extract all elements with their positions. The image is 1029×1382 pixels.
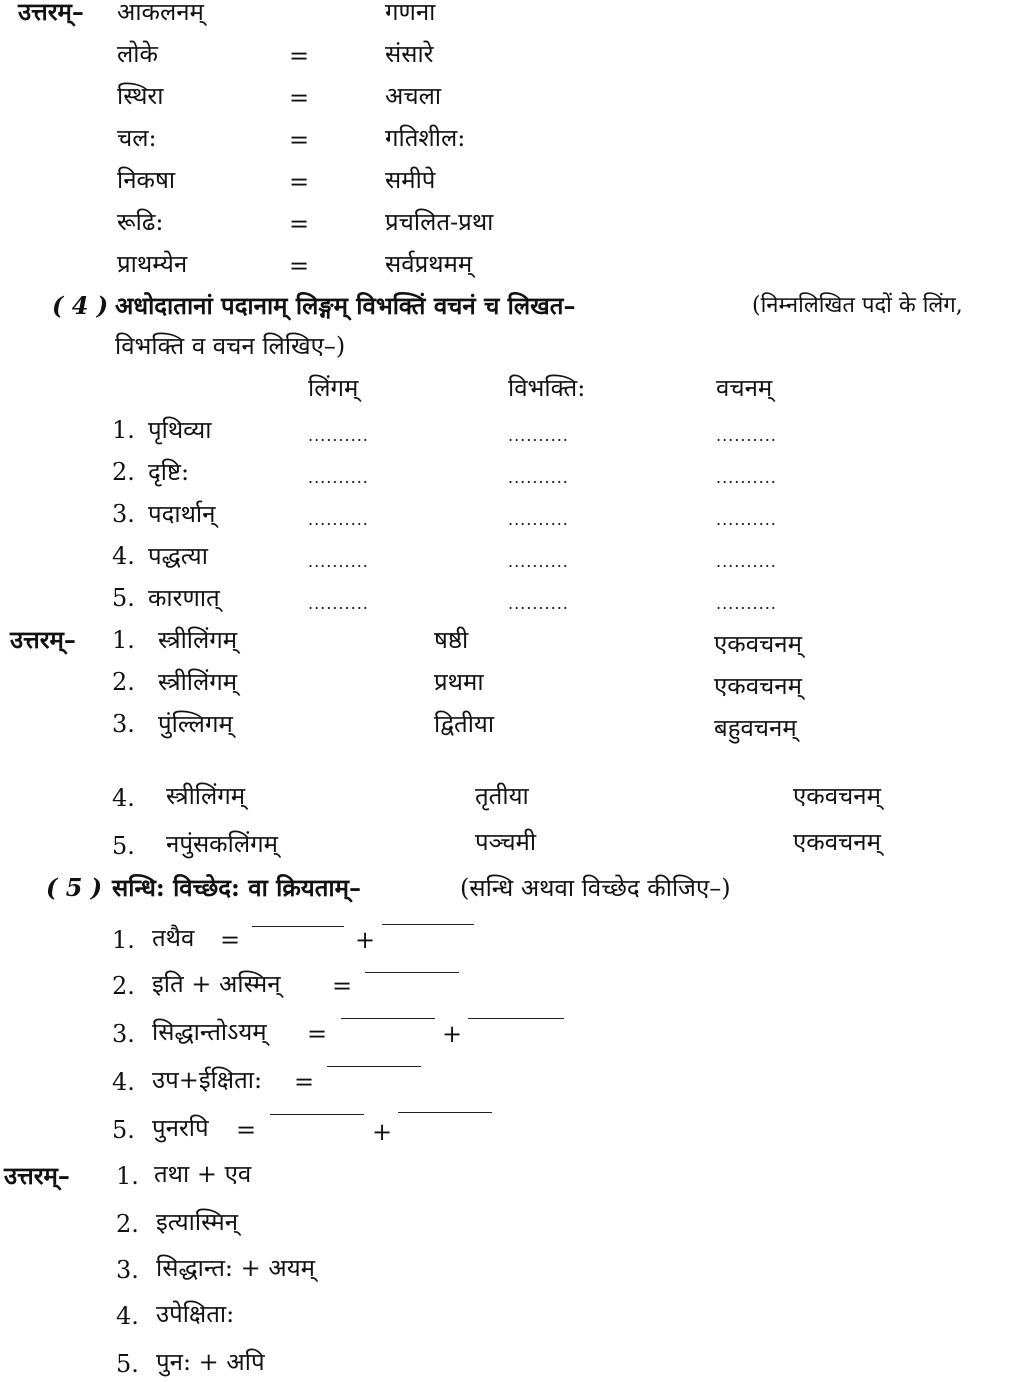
blank-dots: .......... [308, 426, 369, 445]
answer-blank-line [365, 972, 459, 973]
blank-dots: .......... [308, 594, 369, 613]
answer-number: 3. [112, 710, 135, 738]
answer-text: तथा + एव [154, 1160, 252, 1188]
equals-sign: = [236, 1116, 257, 1144]
answer-blank-line [382, 924, 474, 925]
answer-case: षष्ठी [434, 626, 469, 654]
answer-number: 4. [112, 784, 135, 812]
answer-case: तृतीया [475, 782, 529, 810]
question-instruction: विभक्ति व वचन लिखिए–) [115, 332, 346, 360]
answer-gender: पुंल्लिगम् [158, 710, 233, 738]
item-word: दृष्टि: [148, 458, 190, 486]
blank-dots: .......... [716, 510, 777, 529]
item-number: 1. [112, 416, 135, 444]
blank-dots: .......... [508, 552, 569, 571]
synonym-word: चल: [117, 124, 157, 152]
answer-vachan: बहुवचनम् [714, 714, 797, 742]
answer-vachan: एकवचनम् [793, 828, 881, 856]
item-number: 3. [112, 1020, 135, 1048]
equals-sign: = [332, 972, 353, 1000]
answer-gender: स्त्रीलिंगम् [158, 626, 238, 654]
item-word: पद्धत्या [148, 542, 208, 570]
item-number: 2. [112, 458, 135, 486]
item-number: 4. [112, 1068, 135, 1096]
plus-sign: + [372, 1118, 393, 1146]
synonym-word: प्राथम्येन [117, 250, 188, 278]
answer-number: 5. [116, 1350, 139, 1378]
item-number: 5. [112, 584, 135, 612]
equals-sign: = [289, 126, 310, 154]
item-number: 1. [112, 926, 135, 954]
answer-text: इत्यास्मिन् [156, 1208, 239, 1236]
answer-number: 1. [116, 1162, 139, 1190]
blank-dots: .......... [308, 468, 369, 487]
item-number: 3. [112, 500, 135, 528]
answer-text: उपेक्षिता: [156, 1300, 235, 1328]
blank-dots: .......... [716, 426, 777, 445]
synonym-word: लोके [117, 40, 158, 68]
answer-number: 2. [112, 668, 135, 696]
item-word: सिद्धान्तोऽयम् [152, 1018, 267, 1046]
answer-gender: नपुंसकलिंगम् [166, 830, 278, 858]
synonym-meaning: गतिशील: [385, 124, 466, 152]
answer-text: पुन: + अपि [156, 1348, 265, 1376]
answer-blank-line [341, 1018, 435, 1019]
answer-number: 4. [116, 1302, 139, 1330]
answer-blank-line [468, 1018, 564, 1019]
answer-case: द्वितीया [434, 710, 495, 738]
answer-label: उत्तरम्– [4, 1161, 70, 1190]
answer-blank-line [398, 1112, 492, 1113]
synonym-word: रूढि: [117, 208, 164, 236]
question-number: ( 4 ) [52, 291, 109, 320]
plus-sign: + [355, 926, 376, 954]
answer-gender: स्त्रीलिंगम् [158, 668, 238, 696]
answer-vachan: एकवचनम् [793, 782, 881, 810]
question-instruction: (सन्धि अथवा विच्छेद कीजिए–) [460, 874, 731, 902]
item-number: 2. [112, 972, 135, 1000]
blank-dots: .......... [308, 510, 369, 529]
item-word: इति + अस्मिन् [152, 970, 281, 998]
item-word: तथैव [152, 924, 195, 952]
item-number: 4. [112, 542, 135, 570]
answer-blank-line [327, 1066, 421, 1067]
plus-sign: + [442, 1020, 463, 1048]
column-header-case: विभक्ति: [508, 374, 586, 402]
answer-text: सिद्धान्त: + अयम् [156, 1254, 315, 1282]
synonym-meaning: प्रचलित-प्रथा [385, 208, 494, 236]
answer-vachan: एकवचनम् [714, 672, 802, 700]
question-number: ( 5 ) [46, 873, 103, 902]
blank-dots: .......... [508, 510, 569, 529]
answer-blank-line [270, 1114, 364, 1115]
question-instruction: (निम्नलिखित पदों के लिंग, [752, 293, 963, 318]
equals-sign: = [289, 168, 310, 196]
answer-number: 2. [116, 1210, 139, 1238]
item-word: कारणात् [148, 584, 220, 612]
blank-dots: .......... [716, 594, 777, 613]
synonym-meaning: समीपे [385, 166, 436, 194]
equals-sign: = [289, 42, 310, 70]
blank-dots: .......... [716, 552, 777, 571]
question-title: सन्धि: विच्छेद: वा क्रियताम्– [112, 873, 361, 902]
blank-dots: .......... [716, 468, 777, 487]
equals-sign: = [307, 1020, 328, 1048]
answer-case: पञ्चमी [475, 828, 537, 856]
answer-label: उत्तरम्– [10, 625, 76, 654]
item-word: पदार्थान् [148, 500, 216, 528]
answer-number: 5. [112, 832, 135, 860]
synonym-meaning: गणना [385, 0, 436, 26]
synonym-meaning: संसारे [385, 40, 434, 68]
equals-sign: = [220, 926, 241, 954]
answer-gender: स्त्रीलिंगम् [166, 782, 246, 810]
blank-dots: .......... [508, 468, 569, 487]
synonym-word: आकलनम् [117, 0, 204, 26]
synonym-meaning: अचला [385, 82, 442, 110]
blank-dots: .......... [508, 426, 569, 445]
item-number: 5. [112, 1116, 135, 1144]
question-title: अधोदातानां पदानाम् लिङ्गम् विभक्तिं वचनं च लिखत– [115, 291, 576, 320]
answer-blank-line [252, 926, 344, 927]
equals-sign: = [289, 84, 310, 112]
blank-dots: .......... [508, 594, 569, 613]
blank-dots: .......... [308, 552, 369, 571]
answer-number: 3. [116, 1256, 139, 1284]
equals-sign: = [289, 252, 310, 280]
synonym-word: स्थिरा [117, 82, 164, 110]
answer-vachan: एकवचनम् [714, 630, 802, 658]
equals-sign: = [294, 1068, 315, 1096]
equals-sign: = [289, 210, 310, 238]
synonym-meaning: सर्वप्रथमम् [385, 250, 473, 278]
item-word: उप+ईक्षिता: [152, 1066, 263, 1094]
answer-case: प्रथमा [434, 668, 484, 696]
column-header-number: वचनम् [716, 374, 773, 402]
synonym-word: निकषा [117, 166, 176, 194]
column-header-gender: लिंगम् [308, 374, 359, 402]
item-word: पुनरपि [152, 1114, 209, 1142]
answer-number: 1. [112, 626, 135, 654]
answer-label: उत्तरम्– [18, 0, 84, 26]
item-word: पृथिव्या [148, 416, 212, 444]
